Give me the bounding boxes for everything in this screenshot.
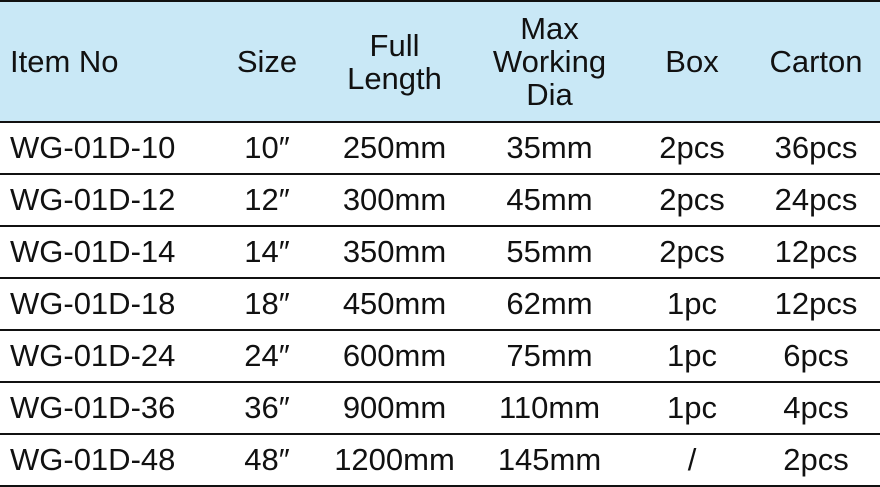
cell-box: 1pc — [632, 382, 752, 434]
cell-max-working-dia: 35mm — [467, 122, 632, 174]
table-row — [0, 382, 880, 434]
cell-size: 36″ — [212, 382, 322, 434]
header-full-length — [322, 1, 467, 122]
cell-max-working-dia: 145mm — [497, 442, 602, 477]
cell-carton: 12pcs — [752, 226, 880, 278]
header-row — [0, 1, 880, 122]
table-row — [0, 174, 880, 226]
cell-size: 24″ — [212, 330, 322, 382]
cell-max-working-dia: 110mm — [467, 382, 632, 434]
cell-carton: 2pcs — [783, 442, 849, 477]
cell-size: 12″ — [212, 174, 322, 226]
cell-full-length: 450mm — [322, 278, 467, 330]
cell-full-length: 1200mm — [334, 442, 455, 477]
header-size: Size — [212, 1, 322, 122]
table-header — [0, 1, 880, 122]
cell-item-no: WG-01D-36 — [0, 382, 212, 434]
table-row — [0, 434, 880, 486]
header-full-length-line: Full — [369, 27, 420, 63]
cell-box: 1pc — [632, 330, 752, 382]
cell-size: 18″ — [212, 278, 322, 330]
cell-item-no: WG-01D-24 — [0, 330, 212, 382]
cell-max-working-dia: 45mm — [467, 174, 632, 226]
cell-full-length: 900mm — [322, 382, 467, 434]
header-item-no: Item No — [0, 1, 212, 122]
table-row — [0, 330, 880, 382]
cell-full-length: 350mm — [322, 226, 467, 278]
cell-size: 14″ — [212, 226, 322, 278]
cell-item-no: WG-01D-48 — [10, 442, 176, 477]
cell-box: 2pcs — [632, 122, 752, 174]
cell-carton: 12pcs — [752, 278, 880, 330]
cell-full-length: 600mm — [322, 330, 467, 382]
header-max-working-dia — [467, 1, 632, 122]
cell-box: 2pcs — [632, 226, 752, 278]
header-carton: Carton — [752, 1, 880, 122]
header-box: Box — [632, 1, 752, 122]
cell-max-working-dia: 55mm — [467, 226, 632, 278]
cell-item-no: WG-01D-10 — [0, 122, 212, 174]
cell-carton: 4pcs — [752, 382, 880, 434]
table-row — [0, 122, 880, 174]
cell-box: 1pc — [632, 278, 752, 330]
cell-full-length: 250mm — [322, 122, 467, 174]
cell-carton: 36pcs — [752, 122, 880, 174]
table-body — [0, 122, 880, 486]
cell-full-length: 300mm — [322, 174, 467, 226]
cell-max-working-dia: 75mm — [467, 330, 632, 382]
table-row — [0, 226, 880, 278]
cell-box: / — [687, 442, 697, 477]
header-max-working-dia-line: Dia — [526, 77, 573, 112]
cell-item-no: WG-01D-18 — [0, 278, 212, 330]
cell-carton: 6pcs — [752, 330, 880, 382]
cell-carton: 24pcs — [752, 174, 880, 226]
header-max-working-dia-line: Working — [492, 44, 607, 79]
cell-max-working-dia: 62mm — [467, 278, 632, 330]
table-row — [0, 278, 880, 330]
header-full-length-line: Length — [347, 60, 442, 96]
cell-size: 48″ — [244, 442, 290, 477]
cell-box: 2pcs — [632, 174, 752, 226]
cell-item-no: WG-01D-12 — [0, 174, 212, 226]
header-max-working-dia-line: Max — [520, 11, 579, 46]
cell-item-no: WG-01D-14 — [0, 226, 212, 278]
cell-size: 10″ — [212, 122, 322, 174]
